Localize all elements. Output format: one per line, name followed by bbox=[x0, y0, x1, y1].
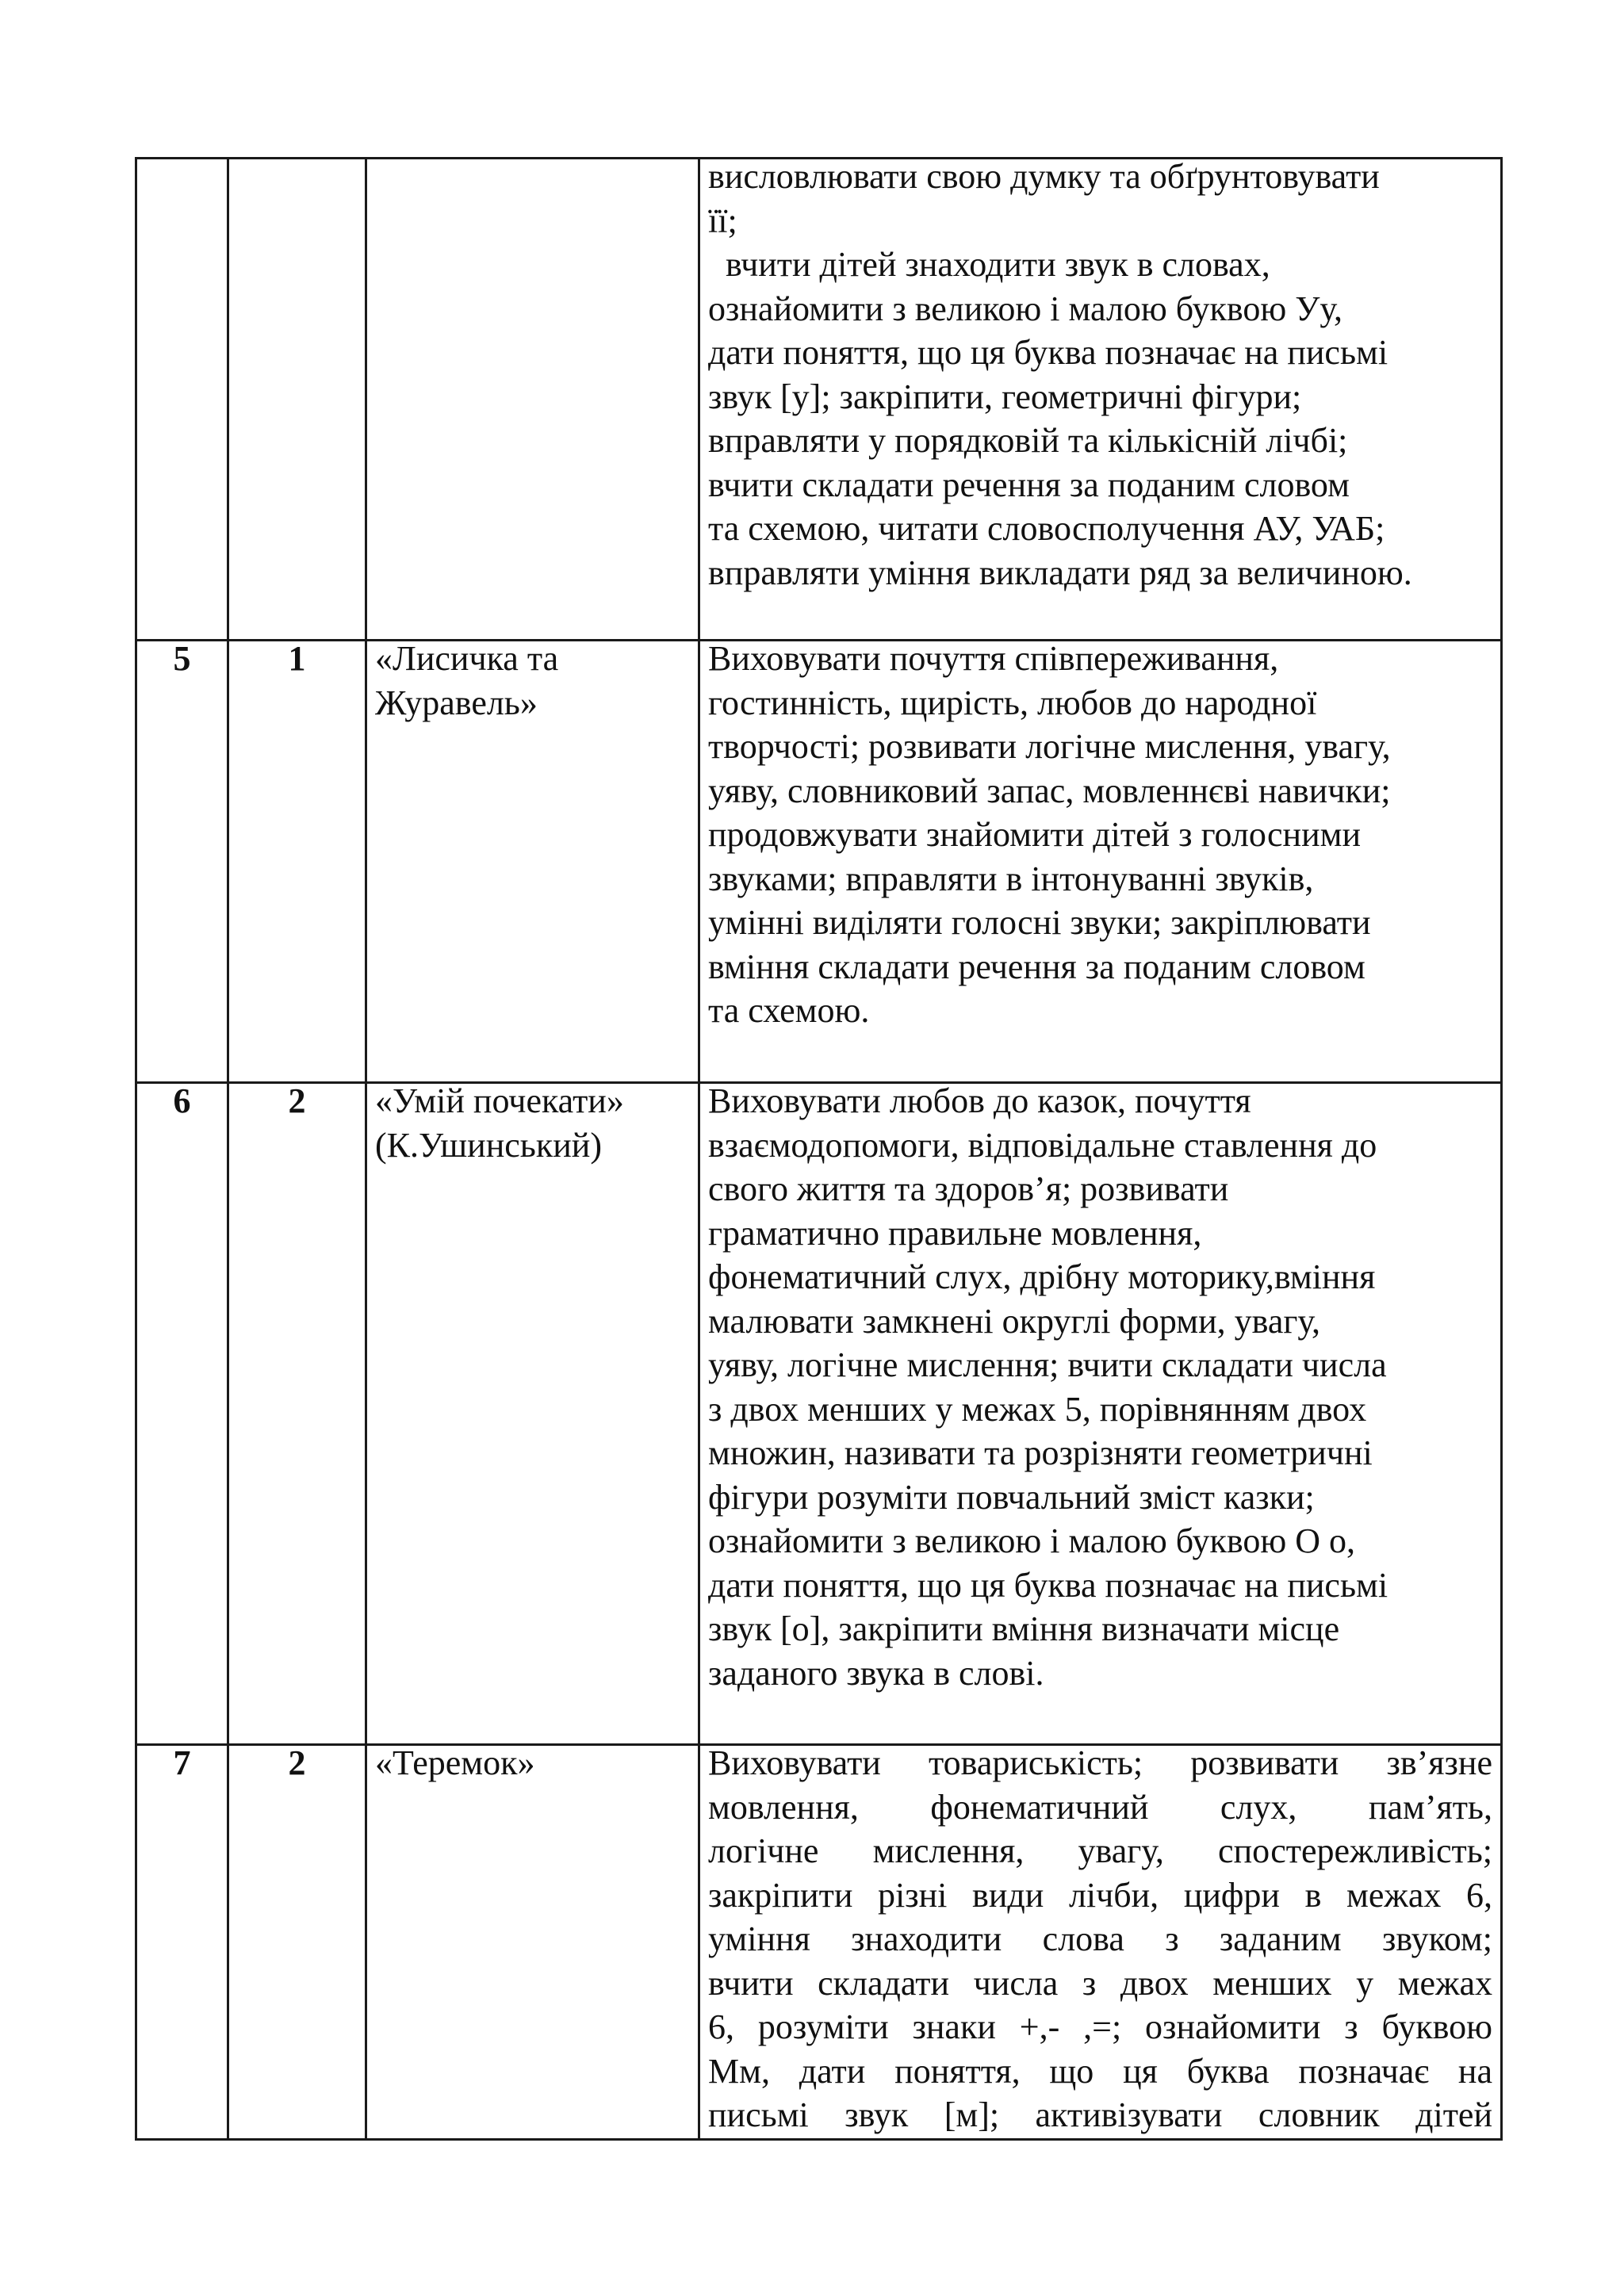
task-line: з двох менших у межах 5, порівнянням двох bbox=[708, 1389, 1367, 1429]
task-line: логічне мислення, увагу, спостережливість; bbox=[708, 1831, 1492, 1870]
task-line: вчити складати числа з двох менших у межах bbox=[708, 1963, 1492, 2003]
task-line: звук [о], закріпити вміння визначати місце bbox=[708, 1609, 1340, 1648]
task-line: Виховувати товариськість; розвивати зв’язне bbox=[708, 1743, 1492, 1782]
task-line: висловлювати свою думку та обґрунтовувати bbox=[708, 157, 1380, 196]
title-line: Журавель» bbox=[375, 683, 538, 722]
task-line: гостинність, щирість, любов до народної bbox=[708, 683, 1317, 722]
table-row bbox=[136, 1083, 1502, 1745]
task-line: фонематичний слух, дрібну моторику,вміння bbox=[708, 1257, 1376, 1296]
task-line: вправляти уміння викладати ряд за величиною. bbox=[708, 553, 1412, 592]
task-line: мовлення, фонематичний слух, пам’ять, bbox=[708, 1787, 1492, 1827]
lesson-title bbox=[366, 1083, 699, 1745]
lesson-hours bbox=[228, 159, 366, 641]
task-line: уміння знаходити слова з заданим звуком; bbox=[708, 1919, 1492, 1958]
task-line: граматично правильне мовлення, bbox=[708, 1213, 1202, 1253]
lesson-plan-table bbox=[135, 157, 1503, 2141]
task-line: ознайомити з великою і малою буквою О о, bbox=[708, 1521, 1355, 1560]
lesson-hours-text: 2 bbox=[288, 1743, 306, 1782]
task-line: вміння складати речення за поданим словом bbox=[708, 947, 1365, 986]
task-line: Виховувати почуття співпереживання, bbox=[708, 639, 1279, 678]
lesson-hours bbox=[228, 1745, 366, 2140]
task-line: умінні виділяти голосні звуки; закріплювати bbox=[708, 903, 1371, 942]
lesson-tasks bbox=[699, 159, 1502, 641]
task-line: Виховувати любов до казок, почуття bbox=[708, 1081, 1251, 1120]
task-line: та схемою. bbox=[708, 991, 870, 1030]
title-line: (К.Ушинський) bbox=[375, 1125, 602, 1165]
task-line: заданого звука в слові. bbox=[708, 1653, 1044, 1693]
task-line: закріпити різні види лічби, цифри в межах 6, bbox=[708, 1875, 1492, 1915]
lesson-number bbox=[136, 1083, 228, 1745]
table-row bbox=[136, 159, 1502, 641]
task-line: звуками; вправляти в інтонуванні звуків, bbox=[708, 859, 1314, 898]
task-line: її; bbox=[708, 201, 737, 240]
lesson-number-text: 6 bbox=[173, 1081, 191, 1120]
task-line: фігури розуміти повчальний зміст казки; bbox=[708, 1477, 1315, 1517]
table-row bbox=[136, 641, 1502, 1083]
task-line: вчити складати речення за поданим словом bbox=[708, 465, 1350, 504]
lesson-hours-text: 1 bbox=[288, 639, 306, 678]
title-line: «Лисичка та bbox=[375, 639, 559, 678]
lesson-hours-text: 2 bbox=[288, 1081, 306, 1120]
task-line: 6, розуміти знаки +,- ,=; ознайомити з буквою bbox=[708, 2007, 1492, 2046]
task-line: уяву, словниковий запас, мовленнєві навички; bbox=[708, 771, 1391, 810]
task-line: письмі звук [м]; активізувати словник дітей bbox=[708, 2095, 1492, 2134]
lesson-number bbox=[136, 159, 228, 641]
lesson-number bbox=[136, 641, 228, 1083]
lesson-title bbox=[366, 159, 699, 641]
task-line: взаємодопомоги, відповідальне ставлення до bbox=[708, 1125, 1377, 1165]
task-line: звук [у]; закріпити, геометричні фігури; bbox=[708, 377, 1302, 416]
title-line: «Теремок» bbox=[375, 1743, 535, 1782]
table-row bbox=[136, 1745, 1502, 2140]
lesson-tasks bbox=[699, 1745, 1502, 2140]
task-line: дати поняття, що ця буква позначає на письмі bbox=[708, 333, 1388, 372]
lesson-hours bbox=[228, 641, 366, 1083]
task-line: малювати замкнені округлі форми, увагу, bbox=[708, 1301, 1321, 1341]
task-line: вправляти у порядковій та кількісній лічбі; bbox=[708, 421, 1348, 460]
lesson-hours bbox=[228, 1083, 366, 1745]
task-line: продовжувати знайомити дітей з голосними bbox=[708, 815, 1362, 854]
lesson-number-text: 5 bbox=[173, 639, 191, 678]
task-line: та схемою, читати словосполучення АУ, УАБ; bbox=[708, 509, 1385, 548]
task-line: свого життя та здоров’я; розвивати bbox=[708, 1169, 1229, 1208]
task-line: творчості; розвивати логічне мислення, увагу, bbox=[708, 727, 1391, 766]
title-line: «Умій почекати» bbox=[375, 1081, 624, 1120]
task-line: множин, називати та розрізняти геометричні bbox=[708, 1433, 1373, 1472]
lesson-tasks bbox=[699, 641, 1502, 1083]
task-line: Мм, дати поняття, що ця буква позначає на bbox=[708, 2051, 1492, 2091]
task-line: уяву, логічне мислення; вчити складати числа bbox=[708, 1345, 1387, 1384]
task-line: вчити дітей знаходити звук в словах, bbox=[726, 245, 1270, 284]
task-line: ознайомити з великою і малою буквою Уу, bbox=[708, 289, 1342, 328]
lesson-number bbox=[136, 1745, 228, 2140]
task-line: дати поняття, що ця буква позначає на письмі bbox=[708, 1565, 1388, 1605]
lesson-tasks bbox=[699, 1083, 1502, 1745]
lesson-title bbox=[366, 641, 699, 1083]
lesson-title bbox=[366, 1745, 699, 2140]
lesson-number-text: 7 bbox=[173, 1743, 191, 1782]
